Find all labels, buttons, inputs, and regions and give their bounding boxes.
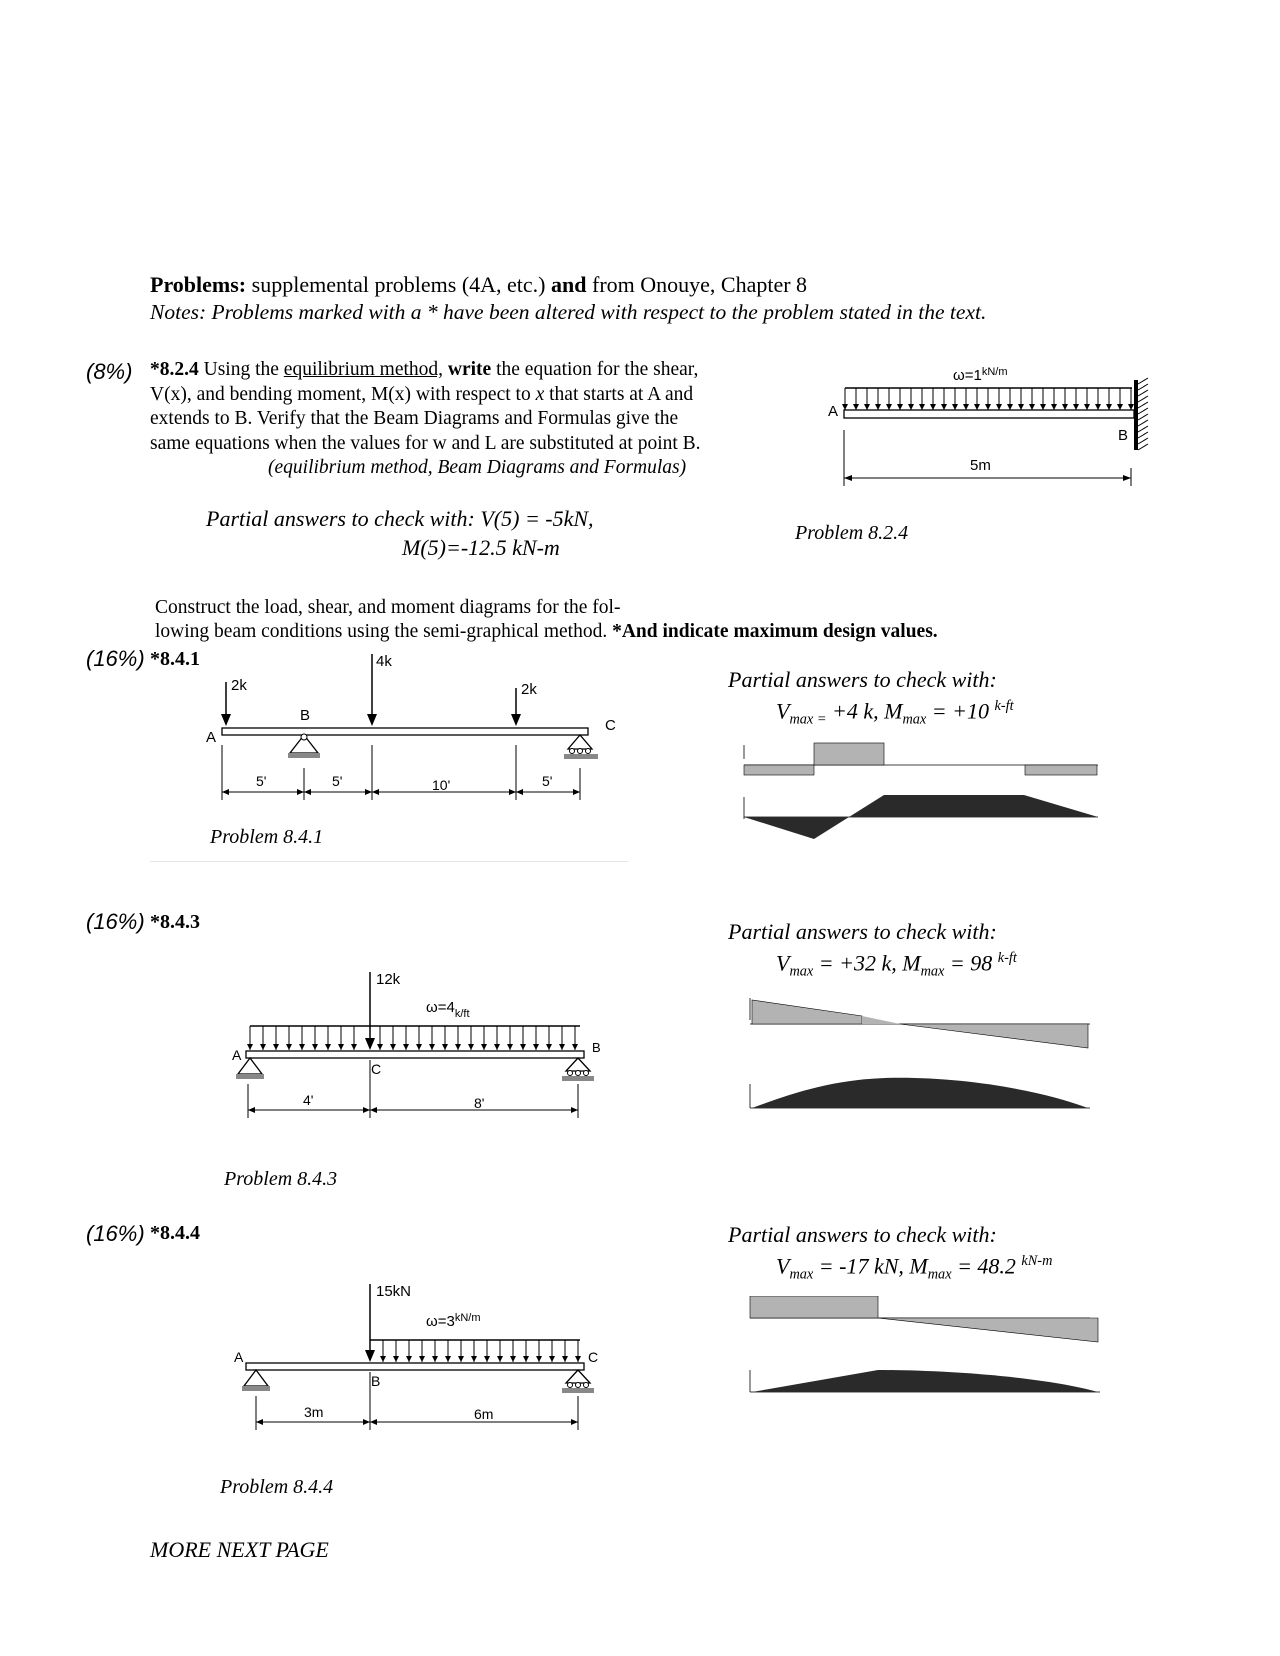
p843-caption: Problem 8.4.3 <box>224 1168 338 1190</box>
p824-line5: (equilibrium method, Beam Diagrams and Formulas) <box>268 457 687 478</box>
p843-label-B: B <box>592 1040 601 1055</box>
p824-label-A: A <box>828 403 839 420</box>
p844-dim-lines <box>256 1372 578 1430</box>
p843-label-P: 12k <box>376 971 401 988</box>
p843-label-C: C <box>371 1061 382 1077</box>
p824-check1: Partial answers to check with: V(5) = -5kN, <box>206 506 594 531</box>
p843-dim-lines <box>248 1060 578 1118</box>
p841-percent: (16%) <box>86 646 145 671</box>
p841-label-A: A <box>206 729 217 746</box>
p843-arrowheads <box>247 1044 578 1050</box>
p841-beam <box>222 728 588 735</box>
p844-load-arrows <box>383 1340 578 1362</box>
p843-shear-neg <box>900 1024 1088 1048</box>
p844-diagrams <box>740 1296 1100 1406</box>
p843-dim-d1: 4' <box>303 1092 314 1108</box>
p824-dim-span: 5m <box>970 457 991 474</box>
p841-roller-2 <box>578 749 583 754</box>
p841-dim-d1: 5' <box>256 773 267 789</box>
p824-line4: same equations when the values for w and L are substituted at point B. <box>150 432 701 454</box>
construct-line1: Construct the load, shear, and moment diagrams for the fol- <box>155 597 621 618</box>
p843-moment-diagram <box>750 1078 1090 1108</box>
p824-caption: Problem 8.2.4 <box>795 522 909 544</box>
p841-roller-3 <box>586 749 591 754</box>
p844-answer: $V_{max} = -17$ kN, $M_{max} = 48.2$ $^{kN-m}$ <box>776 1253 1053 1283</box>
p841-dim-d4: 5' <box>542 773 553 789</box>
p843-dim-d2: 8' <box>474 1095 485 1111</box>
p844-dim-d2: 6m <box>474 1406 494 1422</box>
p843-roller-2 <box>576 1071 581 1076</box>
p824-beam-figure <box>820 360 1150 495</box>
p844-pin-support <box>244 1370 268 1386</box>
p844-pin-ground <box>242 1386 270 1391</box>
p843-percent: (16%) <box>86 909 145 934</box>
p824-load-label: $\omega=1^{kN/m}$ <box>953 366 1008 384</box>
p843-roller-1 <box>568 1071 573 1076</box>
p841-shear-seg3 <box>1025 765 1097 775</box>
p843-number: *8.4.3 <box>150 911 200 933</box>
p844-percent: (16%) <box>86 1221 145 1246</box>
p843-beam <box>246 1051 584 1058</box>
header-title-tail: from Onouye, Chapter 8 <box>592 272 808 297</box>
p841-caption: Problem 8.4.1 <box>210 826 324 848</box>
p844-label-P: 15kN <box>376 1283 412 1300</box>
p824-wall-hatch <box>1138 378 1148 450</box>
p824-number: *8.2.4 <box>150 359 199 380</box>
p841-divider <box>150 861 628 862</box>
footer-more: MORE NEXT PAGE <box>150 1537 329 1562</box>
p844-moment-diagram <box>750 1370 1100 1392</box>
p843-load-arrows <box>250 1026 575 1050</box>
p844-roller-1 <box>568 1383 573 1388</box>
p841-label-C: C <box>605 717 616 734</box>
p843-moment-fill <box>752 1078 1088 1108</box>
p841-arrowhead-4k <box>367 714 377 726</box>
p844-load-label: $\omega=3^{kN/m}$ <box>426 1312 481 1330</box>
p841-roller-support <box>568 735 592 749</box>
p824-check2: M(5)=-12.5 kN-m <box>402 535 560 560</box>
p841-roller-ground <box>564 754 598 759</box>
p843-beam-figure <box>230 960 620 1135</box>
p841-shear-seg2 <box>814 743 884 765</box>
p841-dim-d2: 5' <box>332 773 343 789</box>
construct-text <box>155 596 938 644</box>
header-notes: Notes: Problems marked with a * have been altered with respect to the problem stated in the text. <box>150 300 987 324</box>
p843-diagrams <box>740 990 1100 1120</box>
p841-label-P2: 4k <box>376 653 392 670</box>
p844-roller-ground <box>562 1388 594 1393</box>
p824-line1: *8.2.4 Using the equilibrium method, write the equation for the shear, <box>150 359 699 380</box>
p843-shear-diagram <box>750 998 1090 1048</box>
p843-pin-support <box>238 1058 262 1074</box>
p841-answer: $V_{max =} +4$ k, $M_{max} = +10$ $^{k-ft}$ <box>776 698 1014 728</box>
construct-line2: lowing beam conditions using the semi-graphical method. *And indicate maximum design values. <box>155 621 938 642</box>
p841-pin-ground <box>288 753 320 758</box>
p841-dim-lines <box>222 745 580 800</box>
p844-shear-diagram <box>750 1296 1100 1342</box>
p843-label-A: A <box>232 1047 242 1063</box>
p843-shear-pos2 <box>862 1016 900 1024</box>
p841-check: Partial answers to check with: <box>728 667 997 692</box>
p841-moment-pos <box>814 795 1098 839</box>
p844-number: *8.4.4 <box>150 1222 200 1244</box>
p841-label-P1: 2k <box>231 677 247 694</box>
p844-label-B: B <box>371 1373 381 1389</box>
header-title-rest: supplemental problems (4A, etc.) <box>251 272 546 297</box>
p824-wall <box>1134 380 1138 450</box>
p824-text <box>150 358 701 481</box>
p824-beam <box>844 410 1134 418</box>
p841-moment-diagram <box>744 795 1098 839</box>
p824-percent: (8%) <box>86 359 133 384</box>
p843-roller-support <box>566 1058 590 1071</box>
p841-dim-d3: 10' <box>432 777 451 793</box>
p824-label-B: B <box>1118 427 1129 444</box>
p844-caption: Problem 8.4.4 <box>220 1476 334 1498</box>
header-title <box>150 272 807 298</box>
p841-beam-figure <box>200 650 620 820</box>
p844-beam <box>246 1363 584 1370</box>
p844-roller-3 <box>584 1383 589 1388</box>
p841-arrowhead-2k-a <box>221 714 231 726</box>
header-and: and <box>551 272 587 297</box>
p841-arrowhead-2k-b <box>511 714 521 726</box>
p841-roller-1 <box>570 749 575 754</box>
p844-beam-figure <box>230 1272 620 1447</box>
p824-line2: V(x), and bending moment, M(x) with respect to x that starts at A and <box>150 383 694 405</box>
p841-shear-seg1 <box>744 765 814 775</box>
p841-pin <box>301 734 307 740</box>
p844-shear-neg <box>878 1318 1098 1342</box>
p843-pin-ground <box>236 1074 264 1079</box>
p844-moment-fill <box>752 1370 1098 1392</box>
p843-roller-ground <box>562 1076 594 1081</box>
p841-label-B: B <box>300 707 311 724</box>
p843-shear-pos <box>752 1000 862 1024</box>
p844-label-C: C <box>588 1349 599 1365</box>
p841-shear-diagram <box>744 743 1098 775</box>
p843-arrowhead-12k <box>365 1038 375 1050</box>
p844-arrowhead-15kn <box>365 1350 375 1362</box>
p844-check: Partial answers to check with: <box>728 1222 997 1247</box>
p843-check: Partial answers to check with: <box>728 919 997 944</box>
p843-answer: $V_{max} = +32$ k, $M_{max} = 98$ $^{k-ft}$ <box>776 950 1017 980</box>
p844-label-A: A <box>234 1349 244 1365</box>
p824-line3: extends to B. Verify that the Beam Diagrams and Formulas give the <box>150 408 679 429</box>
p844-roller-2 <box>576 1383 581 1388</box>
p841-label-P3: 2k <box>521 681 537 698</box>
p844-shear-pos <box>750 1296 878 1318</box>
p844-arrowheads <box>380 1356 581 1362</box>
p844-roller-support <box>566 1370 590 1383</box>
p824-arrowheads <box>842 404 1134 410</box>
p841-number: *8.4.1 <box>150 648 200 670</box>
p844-dim-d1: 3m <box>304 1404 324 1420</box>
p843-load-label: $\omega=4_{k/ft}$ <box>426 999 470 1020</box>
p841-diagrams <box>740 735 1100 855</box>
p843-roller-3 <box>584 1071 589 1076</box>
p841-moment-neg <box>744 817 814 839</box>
header-problems-label: Problems: <box>150 272 247 297</box>
